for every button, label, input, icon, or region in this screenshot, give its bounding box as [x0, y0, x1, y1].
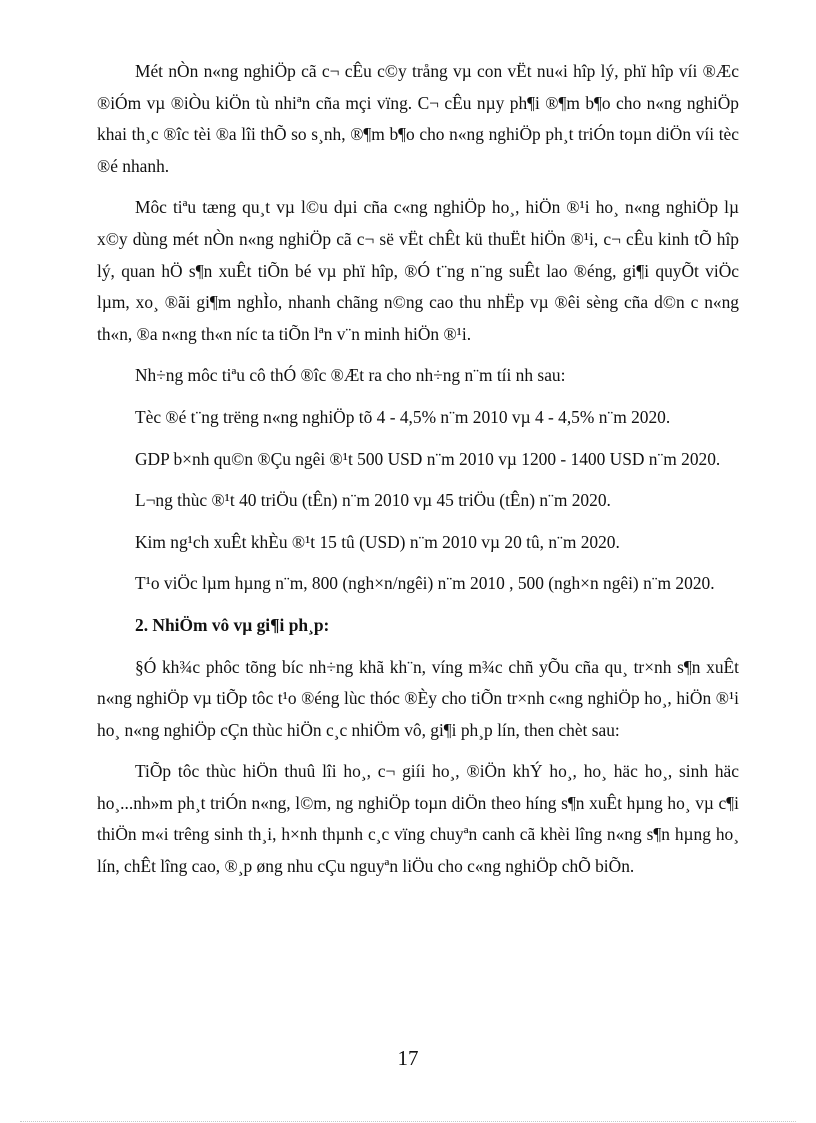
paragraph: Tèc ®é t¨ng trëng n«ng nghiÖp tõ 4 - 4,5% n¨m 2010 vµ 4 - 4,5% n¨m 2020. [135, 406, 671, 427]
section-heading: 2. NhiÖm vô vµ gi¶i ph¸p: [135, 614, 330, 635]
paragraph: Nh÷ng môc tiªu cô thÓ ®îc ®Æt ra cho nh÷ng n¨m tíi nh sau: [135, 365, 566, 386]
body-text [97, 56, 739, 893]
paragraph: TiÕp tôc thùc hiÖn thuû lîi ho¸, c¬ giíi ho¸, ®iÖn khÝ ho¸, ho¸ häc ho¸, sinh häc ho¸...nh»m ph¸t triÓn n«ng, l©m, ng nghiÖp toµn diÖn theo híng s¶n xuÊt hµng ho¸ vµ c¶i thiÖn m«i trêng sinh th¸i, h×nh thµnh c¸c vïng chuyªn canh cã khèi lîng n«ng s¶n hµng ho¸ lín, chÊt lîng cao, ®¸p øng nhu cÇu nguyªn liÖu cho c«ng nghiÖp chÕ biÕn. [97, 761, 739, 877]
paragraph: Kim ng¹ch xuÊt khÈu ®¹t 15 tû (USD) n¨m 2010 vµ 20 tû, n¨m 2020. [135, 531, 620, 552]
paragraph: Mét nÒn n«ng nghiÖp cã c¬ cÊu c©y trång vµ con vËt nu«i hîp lý, phï hîp víi ®Æc ®iÓm vµ ®iÒu kiÖn tù nhiªn cña mçi vïng. C¬ cÊu nµy ph¶i ®¶m b¶o cho n«ng nghiÖp khai th¸c ®îc tèi ®a lîi thÕ so s¸nh, ®¶m b¶o cho n«ng nghiÖp ph¸t triÓn toµn diÖn víi tèc ®é nhanh. [97, 61, 739, 176]
paragraph: Môc tiªu tæng qu¸t vµ l©u dµi cña c«ng nghiÖp ho¸, hiÖn ®¹i ho¸ n«ng nghiÖp lµ x©y dùng mét nÒn n«ng nghiÖp cã c¬ së vËt chÊt kü thuËt hiÖn ®¹i, c¬ cÊu kinh tÕ hîp lý, quan hÖ s¶n xuÊt tiÕn bé vµ phï hîp, ®Ó t¨ng n¨ng suÊt lao ®éng, gi¶i quyÕt viÖc lµm, xo¸ ®ãi gi¶m nghÌo, nhanh chãng n©ng cao thu nhËp vµ ®êi sèng cña d©n c n«ng th«n, ®a n«ng th«n níc ta tiÕn lªn v¨n minh hiÖn ®¹i. [97, 197, 739, 344]
paragraph: GDP b×nh qu©n ®Çu ngêi ®¹t 500 USD n¨m 2010 vµ 1200 - 1400 USD n¨m 2020. [135, 448, 721, 469]
paragraph: T¹o viÖc lµm hµng n¨m, 800 (ngh×n/ngêi) n¨m 2010 , 500 (ngh×n ngêi) n¨m 2020. [135, 573, 715, 594]
page-number: 17 [397, 1046, 419, 1070]
paragraph: L¬ng thùc ®¹t 40 triÖu (tÊn) n¨m 2010 vµ 45 triÖu (tÊn) n¨m 2020. [135, 490, 611, 511]
page-bottom-divider [20, 1121, 796, 1122]
paragraph: §Ó kh¾c phôc tõng bíc nh÷ng khã kh¨n, víng m¾c chñ yÕu cña qu¸ tr×nh s¶n xuÊt n«ng nghiÖp vµ tiÕp tôc t¹o ®éng lùc thóc ®Èy cho tiÕn tr×nh c«ng nghiÖp ho¸, hiÖn ®¹i ho¸ n«ng nghiÖp cÇn thùc hiÖn c¸c nhiÖm vô, gi¶i ph¸p lín, then chèt sau: [97, 656, 739, 740]
